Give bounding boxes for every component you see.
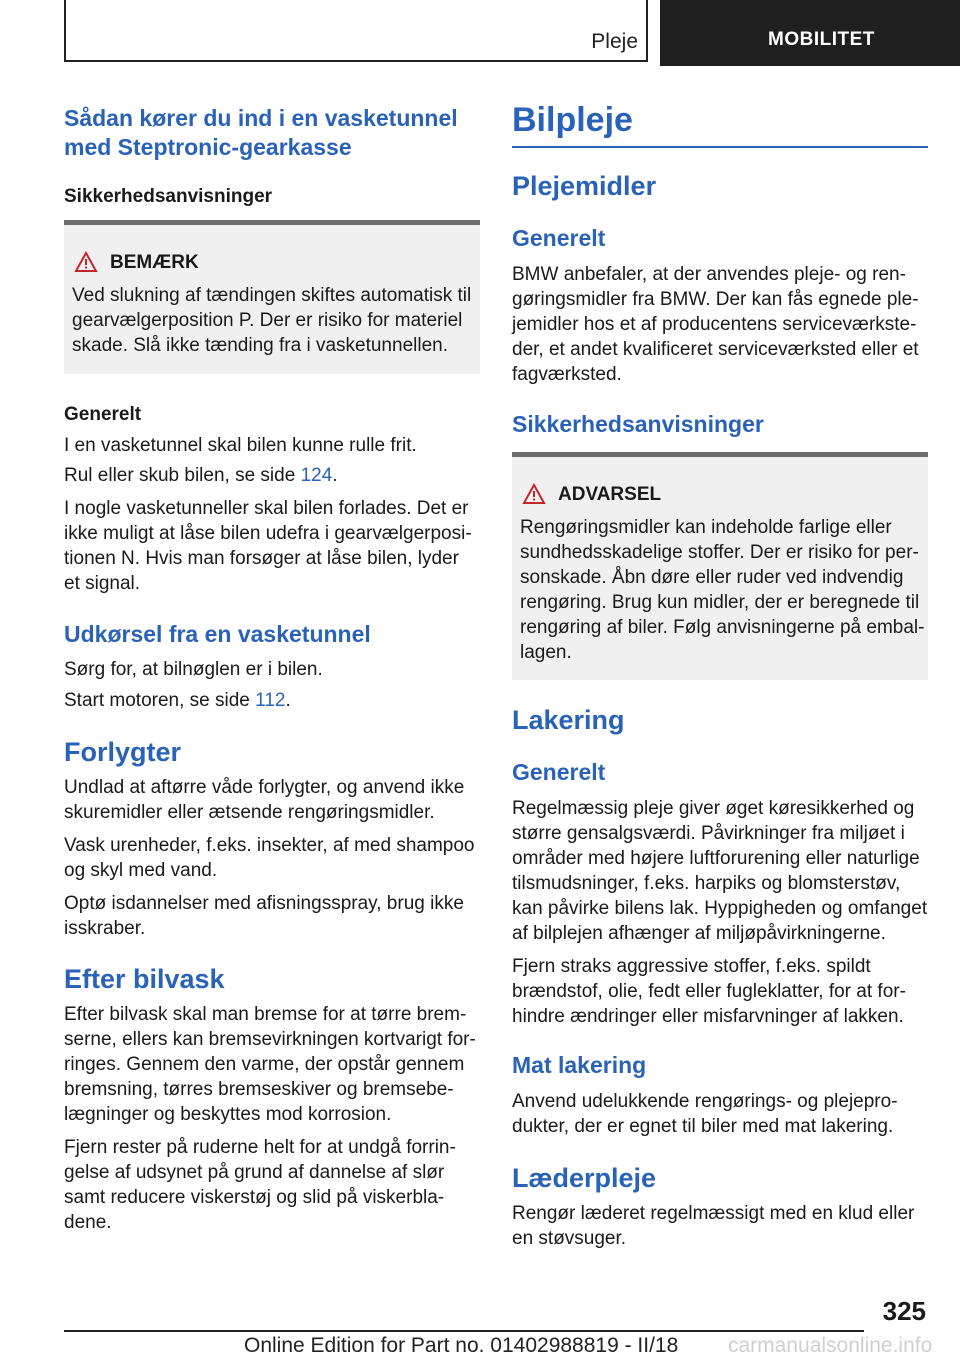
paragraph: Fjern rester på ruderne helt for at undgå forrin-gelse af udsynet på grund af dannelse af slør samt reducere viskerstøj og slid på viskerbla-dene. <box>64 1137 456 1233</box>
page-link-112[interactable]: 112 <box>255 690 286 711</box>
heading-care-products: Plejemidler <box>512 171 657 201</box>
header-chapter-tab <box>660 0 960 66</box>
general-heading: Generelt <box>64 404 142 425</box>
note-text: Ved slukning af tændingen skiftes automatisk til gearvælgerposition P. Der er risiko for materiel skade. Slå ikke tænding fra i vasketunnellen. <box>72 285 472 356</box>
heading-tunnel: Sådan kører du ind i en vasketunnel med Steptronic-gearkasse <box>64 105 458 160</box>
paragraph: Efter bilvask skal man bremse for at tørre brem-serne, ellers kan bremsevirkningen kortvarigt for-ringes. Gennem den varme, der opstår gennem bremsning, tørres bremseskiver og bremsebe-lægninger og beskyttes mod korrosion. <box>64 1004 476 1125</box>
heading-general: Generelt <box>512 225 606 251</box>
heading-safety: Sikkerhedsanvisninger <box>512 411 764 437</box>
paragraph: Sørg for, at bilnøglen er i bilen. <box>64 659 323 680</box>
heading-matte-paint: Mat lakering <box>512 1052 647 1078</box>
paragraph: I nogle vasketunneller skal bilen forlades. Det er ikke muligt at låse bilen udefra i gearvælgerposi-tionen N. Hvis man forsøger at låse bilen, lyder et signal. <box>64 498 472 594</box>
paragraph: BMW anbefaler, at der anvendes pleje- og ren-gøringsmidler fra BMW. Der kan fås egnede ple-jemidler hos et af producentens serviceværkste-der, et andet kvalificeret serviceværksted eller et fagværksted. <box>512 264 919 385</box>
paragraph-with-link <box>64 688 480 713</box>
page-number: 325 <box>882 1296 926 1326</box>
paragraph: Anvend udelukkende rengørings- og plejepro-dukter, der er egnet til biler med mat lakering. <box>512 1091 898 1137</box>
edition-text: Online Edition for Part no. 01402988819 - II/18 <box>244 1334 679 1357</box>
warning-text: Rengøringsmidler kan indeholde farlige eller sundhedsskadelige stoffer. Der er risiko for per-sonskade. Åbn døre eller ruder ved indvendig rengøring. Brug kun midler, der er beregnede til rengøring af biler. Følg anvisningerne på embal-lagen. <box>520 517 925 663</box>
warning-triangle-icon <box>74 251 98 278</box>
paragraph: Rengør læderet regelmæssigt med en klud eller en støvsuger. <box>512 1203 915 1249</box>
page-link-124[interactable]: 124 <box>300 465 333 486</box>
warning-box <box>512 452 928 680</box>
paragraph: Fjern straks aggressive stoffer, f.eks. spildt brændstof, olie, fedt eller fugleklatter, for at for-hindre ændringer eller misfarvninger af lakken. <box>512 956 906 1027</box>
header-section-title: Pleje <box>591 30 638 53</box>
footer-rule <box>64 1330 864 1332</box>
text: Start motoren, se side <box>64 690 256 711</box>
watermark-logo: carmanualsonline.info <box>728 1334 933 1357</box>
paragraph: Undlad at aftørre våde forlygter, og anvend ikke skuremidler eller ætsende rengøringsmidler. <box>64 777 465 823</box>
heading-exit: Udkørsel fra en vasketunnel <box>64 621 371 647</box>
text: . <box>332 465 338 486</box>
paragraph: Regelmæssig pleje giver øget køresikkerhed og større gensalgsværdi. Påvirkninger fra miljøet i områder med højere luftforurening eller naturlige tilsmudsninger, f.eks. harpiks og blomsterstøv, kan påvirke bilens lak. Hyppigheden og omfanget af bilplejen afhænger af miljøpåvirkningerne. <box>512 798 928 944</box>
heading-paint: Lakering <box>512 705 625 735</box>
paragraph: Optø isdannelser med afisningsspray, brug ikke isskraber. <box>64 893 464 939</box>
header-frame <box>64 0 648 62</box>
warning-title: ADVARSEL <box>558 484 662 505</box>
text: Rul eller skub bilen, se side <box>64 465 301 486</box>
heading-after-wash: Efter bilvask <box>64 964 225 994</box>
heading-leather-care: Læderpleje <box>512 1163 657 1193</box>
header-chapter-label: MOBILITET <box>768 29 875 50</box>
paragraph-with-link <box>64 463 480 488</box>
heading-car-care: Bilpleje <box>512 101 633 139</box>
heading-headlights: Forlygter <box>64 737 182 767</box>
note-box <box>64 220 480 374</box>
paragraph: Vask urenheder, f.eks. insekter, af med shampoo og skyl med vand. <box>64 835 475 881</box>
paragraph: I en vasketunnel skal bilen kunne rulle frit. <box>64 435 417 456</box>
heading-rule <box>512 146 928 148</box>
warning-triangle-icon <box>522 483 546 510</box>
note-title: BEMÆRK <box>110 252 199 273</box>
safety-heading: Sikkerhedsanvisninger <box>64 186 273 207</box>
heading-general: Generelt <box>512 759 606 785</box>
text: . <box>285 690 291 711</box>
